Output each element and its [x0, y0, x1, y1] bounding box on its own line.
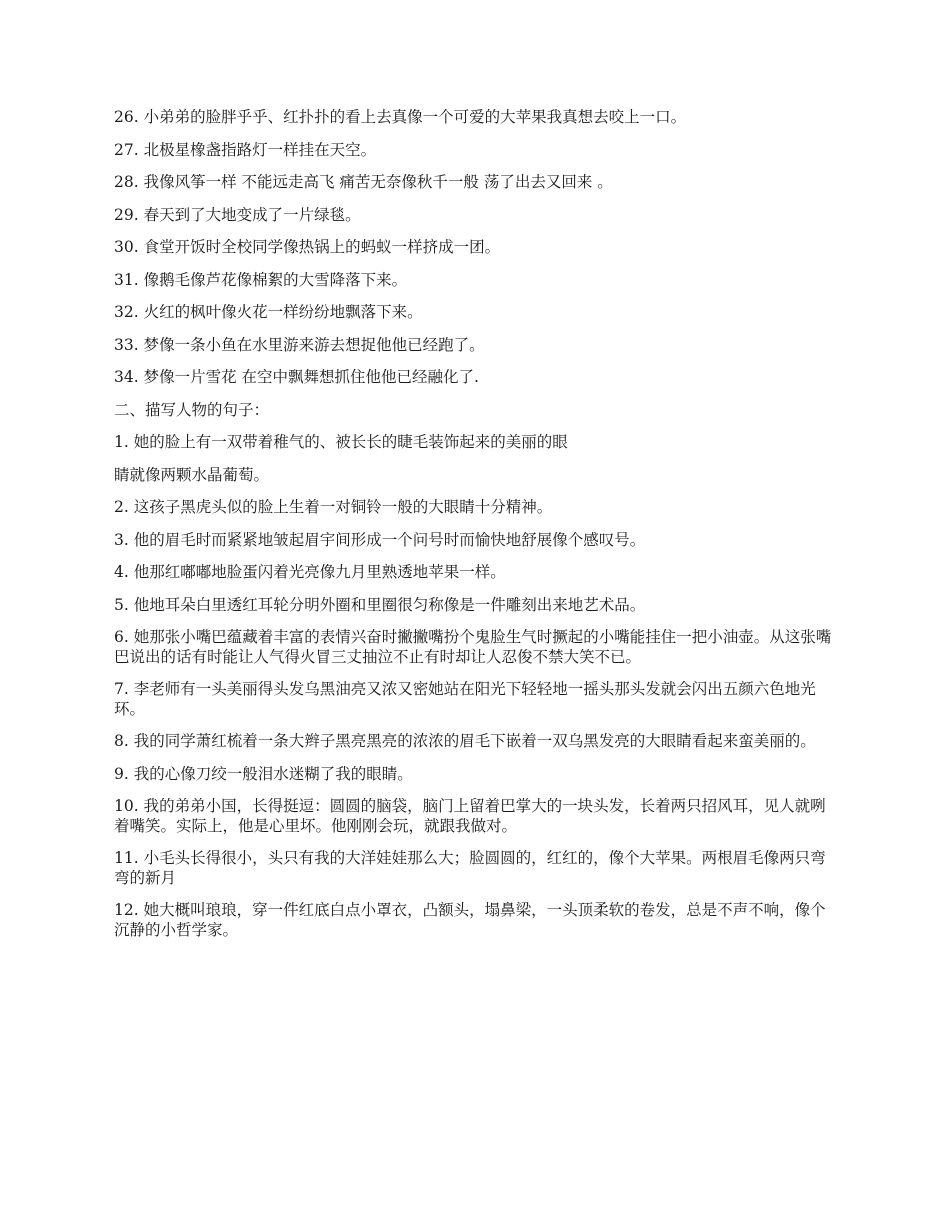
- paragraph-item-10: 10. 我的弟弟小国，长得挺逗：圆圆的脑袋，脑门上留着巴掌大的一块头发，长着两只招风耳，见人就咧着嘴笑。实际上，他是心里坏。他刚刚会玩，就跟我做对。: [114, 797, 826, 835]
- section-heading: 二、描写人物的句子：: [114, 400, 270, 419]
- paragraph-item-12: 12. 她大概叫琅琅，穿一件红底白点小罩衣，凸额头，塌鼻梁，一头顶柔软的卷发，总是不声不响，像个沉静的小哲学家。: [114, 901, 826, 939]
- paragraph-item-29: 29. 春天到了大地变成了一片绿毯。: [114, 205, 361, 224]
- paragraph-item-4: 4. 他那红嘟嘟地脸蛋闪着光亮像九月里熟透地苹果一样。: [114, 563, 506, 581]
- paragraph-item-2: 2. 这孩子黑虎头似的脸上生着一对铜铃一般的大眼睛十分精神。: [114, 498, 553, 516]
- paragraph-item-6: 6. 她那张小嘴巴蕴藏着丰富的表情兴奋时撇撇嘴扮个鬼脸生气时撅起的小嘴能挂住一把小油壶。从这张嘴巴说出的话有时能让人气得火冒三丈抽泣不止有时却让人忍俊不禁大笑不已。: [114, 628, 832, 666]
- paragraph-item-26: 26. 小弟弟的脸胖乎乎、红扑扑的看上去真像一个可爱的大苹果我真想去咬上一口。: [114, 108, 687, 126]
- paragraph-item-3: 3. 他的眉毛时而紧紧地皱起眉宇间形成一个问号时而愉快地舒展像个感叹号。: [114, 530, 646, 549]
- paragraph-item-31: 31. 像鹅毛像芦花像棉絮的大雪降落下来。: [114, 270, 408, 289]
- paragraph-item-33: 33. 梦像一条小鱼在水里游来游去想捉他他已经跑了。: [114, 335, 485, 354]
- paragraph-item-8: 8. 我的同学萧红梳着一条大辫子黑亮黑亮的浓浓的眉毛下嵌着一双乌黑发亮的大眼睛看起来蛮美丽的。: [114, 732, 816, 750]
- paragraph-item-30: 30. 食堂开饭时全校同学像热锅上的蚂蚁一样挤成一团。: [114, 238, 501, 256]
- paragraph-item-28: 28. 我像风筝一样 不能远走高飞 痛苦无奈像秋千一般 荡了出去又回来 。: [114, 173, 613, 191]
- paragraph-item-9: 9. 我的心像刀绞一般泪水迷糊了我的眼睛。: [114, 764, 413, 783]
- paragraph-item-32: 32. 火红的枫叶像火花一样纷纷地飘落下来。: [114, 303, 423, 321]
- paragraph-item-7: 7. 李老师有一头美丽得头发乌黑油亮又浓又密她站在阳光下轻轻地一摇头那头发就会闪出五颜六色地光环。: [114, 680, 816, 718]
- document-body: [114, 108, 840, 953]
- paragraph-item-1-continued: 睛就像两颗水晶葡萄。: [114, 465, 270, 484]
- paragraph-item-11: 11. 小毛头长得很小，头只有我的大洋娃娃那么大；脸圆圆的，红红的，像个大苹果。两根眉毛像两只弯弯的新月: [114, 849, 826, 887]
- paragraph-item-34: 34. 梦像一片雪花 在空中飘舞想抓住他他已经融化了.: [114, 368, 479, 386]
- paragraph-item-27: 27. 北极星橡盏指路灯一样挂在天空。: [114, 140, 377, 159]
- paragraph-item-5: 5. 他地耳朵白里透红耳轮分明外圈和里圈很匀称像是一件雕刻出来地艺术品。: [114, 595, 646, 614]
- paragraph-item-1: 1. 她的脸上有一双带着稚气的、被长长的睫毛装饰起来的美丽的眼: [114, 433, 568, 451]
